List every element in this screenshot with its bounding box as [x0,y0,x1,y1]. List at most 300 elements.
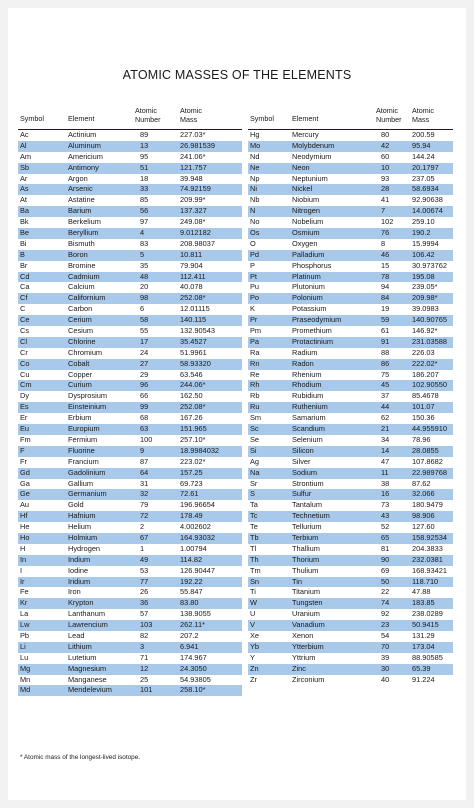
cell-atomic-mass: 239.05* [412,282,438,292]
cell-element: Beryllium [68,228,99,238]
cell-symbol: Ru [250,402,260,412]
cell-atomic-number: 78 [381,271,390,281]
cell-atomic-number: 17 [140,336,149,346]
cell-atomic-number: 27 [140,358,149,368]
cell-element: Polonium [292,293,323,303]
cell-symbol: Ar [20,173,28,183]
cell-symbol: Cs [20,326,30,336]
cell-symbol: Ca [20,282,30,292]
table-row [18,315,242,326]
table-row [248,479,453,490]
cell-atomic-number: 32 [140,489,149,499]
cell-atomic-mass: 207.2 [180,630,199,640]
table-row [248,664,453,675]
cell-element: Arsenic [68,184,93,194]
cell-symbol: Si [250,445,257,455]
cell-element: Terbium [292,532,319,542]
table-row [248,500,453,511]
cell-atomic-number: 9 [140,445,145,455]
cell-element: Mendelevium [68,685,112,695]
table-row [248,511,453,522]
table-row [248,631,453,642]
cell-atomic-mass: 102.90550 [412,380,447,390]
cell-atomic-number: 46 [381,249,390,259]
cell-atomic-number: 91 [381,336,390,346]
cell-atomic-number: 69 [381,565,390,575]
table-row [248,391,453,402]
cell-atomic-number: 33 [140,184,149,194]
cell-symbol: Dy [20,391,30,401]
cell-atomic-mass: 106.42 [412,249,435,259]
cell-symbol: Sm [250,413,262,423]
cell-atomic-number: 63 [140,424,149,434]
cell-atomic-number: 52 [381,522,390,532]
cell-element: Zirconium [292,674,325,684]
cell-atomic-mass: 58.93320 [180,358,211,368]
cell-atomic-mass: 157.25 [180,467,203,477]
cell-symbol: Tl [250,543,257,553]
cell-atomic-number: 59 [381,315,390,325]
cell-symbol: Bk [20,217,29,227]
cell-symbol: Es [20,402,29,412]
table-row [248,228,453,239]
table-row [18,272,242,283]
table-row [248,206,453,217]
cell-symbol: Rh [250,380,260,390]
cell-element: Zinc [292,663,306,673]
table-row [248,457,453,468]
cell-element: Helium [68,522,91,532]
cell-atomic-number: 48 [140,271,149,281]
cell-atomic-mass: 12.01115 [180,304,210,314]
cell-atomic-number: 86 [381,358,390,368]
cell-atomic-mass: 232.0381 [412,554,443,564]
cell-symbol: Kr [20,598,28,608]
cell-element: Scandium [292,424,325,434]
cell-atomic-number: 100 [140,434,153,444]
cell-symbol: Sc [250,424,259,434]
cell-atomic-number: 35 [140,260,149,270]
cell-element: Argon [68,173,88,183]
table-row [18,500,242,511]
cell-atomic-mass: 195.08 [412,271,435,281]
cell-atomic-number: 102 [381,217,394,227]
table-row [18,468,242,479]
cell-atomic-mass: 168.93421 [412,565,447,575]
cell-symbol: O [250,238,256,248]
cell-element: Berkelium [68,217,101,227]
cell-symbol: Bi [20,238,27,248]
table-row [248,337,453,348]
cell-element: Aluminum [68,140,101,150]
cell-symbol: Ti [250,587,256,597]
table-row [18,326,242,337]
table-row [18,184,242,195]
cell-atomic-number: 24 [140,347,149,357]
cell-atomic-mass: 158.92534 [412,532,447,542]
cell-symbol: Pd [250,249,260,259]
cell-atomic-number: 81 [381,543,390,553]
table-row [248,370,453,381]
table-row [18,228,242,239]
cell-symbol: Lu [20,652,29,662]
cell-symbol: Mo [250,140,261,150]
cell-element: Lawrencium [68,620,108,630]
cell-element: Actinium [68,130,97,139]
cell-atomic-mass: 241.06* [180,151,206,161]
cell-atomic-number: 49 [140,554,149,564]
cell-atomic-number: 45 [381,380,390,390]
cell-element: Erbium [68,413,92,423]
table-row [248,250,453,261]
cell-atomic-mass: 259.10 [412,217,435,227]
cell-atomic-number: 68 [140,413,149,423]
cell-symbol: Tm [250,565,261,575]
cell-atomic-number: 101 [140,685,153,695]
cell-symbol: Hf [20,511,28,521]
cell-element: Praseodymium [292,315,342,325]
cell-symbol: Au [20,500,30,510]
cell-symbol: Mg [20,663,31,673]
cell-atomic-number: 15 [381,260,390,270]
cell-atomic-mass: 92.90638 [412,195,443,205]
table-row [248,293,453,304]
cell-atomic-mass: 9.012182 [180,228,211,238]
header-mass-line2: Mass [412,115,430,124]
cell-atomic-mass: 79.904 [180,260,203,270]
cell-atomic-number: 93 [381,173,390,183]
cell-element: Oxygen [292,238,318,248]
cell-element: Europium [68,424,100,434]
cell-atomic-mass: 192.22 [180,576,203,586]
cell-element: Americium [68,151,103,161]
cell-symbol: Eu [20,424,30,434]
cell-element: Dysprosium [68,391,108,401]
cell-symbol: U [250,609,256,619]
table-row [248,348,453,359]
cell-symbol: Y [250,652,255,662]
cell-atomic-number: 74 [381,598,390,608]
cell-symbol: N [250,206,256,216]
cell-element: Californium [68,293,106,303]
cell-atomic-number: 40 [381,674,390,684]
cell-atomic-mass: 15.9994 [412,238,439,248]
cell-element: Ruthenium [292,402,328,412]
cell-element: Radium [292,347,318,357]
cell-atomic-mass: 22.989768 [412,467,447,477]
table-row [248,555,453,566]
cell-atomic-mass: 32.066 [412,489,435,499]
cell-element: Molybdenum [292,140,335,150]
cell-atomic-number: 20 [140,282,149,292]
table-row [18,642,242,653]
cell-symbol: Fr [20,456,27,466]
cell-element: Holmium [68,532,98,542]
cell-atomic-number: 54 [381,630,390,640]
cell-atomic-mass: 95.94 [412,140,431,150]
cell-atomic-number: 10 [381,162,390,172]
table-row [248,468,453,479]
cell-symbol: V [250,620,255,630]
cell-atomic-mass: 190.2 [412,228,431,238]
cell-symbol: Ac [20,130,29,139]
cell-atomic-number: 76 [381,228,390,238]
table-row [248,326,453,337]
cell-symbol: Zr [250,674,257,684]
cell-element: Nobelium [292,217,324,227]
table-row [248,380,453,391]
cell-symbol: Cl [20,336,27,346]
table-row [248,533,453,544]
cell-atomic-number: 7 [381,206,386,216]
cell-atomic-number: 31 [140,478,149,488]
table-row [248,522,453,533]
table-row [18,402,242,413]
table-row [18,489,242,500]
cell-element: Cadmium [68,271,100,281]
table-row [18,195,242,206]
cell-symbol: Ni [250,184,257,194]
cell-symbol: In [20,554,27,564]
cell-element: Hydrogen [68,543,101,553]
cell-atomic-mass: 258.10* [180,685,206,695]
cell-atomic-number: 34 [381,434,390,444]
table-row [248,566,453,577]
cell-atomic-number: 72 [140,511,149,521]
cell-atomic-number: 60 [381,151,390,161]
cell-atomic-number: 5 [140,249,145,259]
cell-atomic-number: 13 [140,140,149,150]
table-row [248,152,453,163]
cell-element: Thorium [292,554,320,564]
cell-atomic-mass: 24.3050 [180,663,207,673]
cell-element: Yttrium [292,652,316,662]
table-row [18,380,242,391]
cell-element: Cesium [68,326,94,336]
header-number-line2: Number [135,115,161,124]
cell-symbol: He [20,522,30,532]
cell-atomic-mass: 252.08* [180,293,206,303]
cell-element: Fermium [68,434,98,444]
cell-symbol: B [20,249,25,259]
cell-atomic-number: 70 [381,641,390,651]
cell-atomic-mass: 146.92* [412,326,438,336]
table-row [18,239,242,250]
cell-element: Boron [68,249,88,259]
cell-atomic-number: 23 [381,620,390,630]
cell-atomic-mass: 4.002602 [180,522,211,532]
cell-atomic-mass: 85.4678 [412,391,439,401]
cell-element: Samarium [292,413,326,423]
cell-element: Lanthanum [68,609,105,619]
cell-atomic-mass: 54.93805 [180,674,211,684]
cell-symbol: As [20,184,29,194]
table-row [18,282,242,293]
cell-atomic-mass: 72.61 [180,489,199,499]
cell-atomic-mass: 14.00674 [412,206,443,216]
cell-atomic-mass: 164.93032 [180,532,215,542]
cell-element: Francium [68,456,99,466]
header-element: Element [68,114,95,123]
cell-symbol: Rb [250,391,260,401]
cell-element: Nitrogen [292,206,320,216]
cell-symbol: Cd [20,271,30,281]
cell-atomic-number: 67 [140,532,149,542]
cell-element: Thulium [292,565,319,575]
cell-atomic-number: 64 [140,467,149,477]
cell-atomic-number: 51 [140,162,149,172]
cell-element: Sodium [292,467,318,477]
table-row [18,609,242,620]
cell-element: Iron [68,587,81,597]
cell-atomic-mass: 63.546 [180,369,203,379]
cell-atomic-number: 89 [140,130,149,139]
table-row [248,261,453,272]
cell-symbol: W [250,598,257,608]
cell-symbol: Pr [250,315,258,325]
cell-atomic-number: 99 [140,402,149,412]
table-row [248,282,453,293]
cell-symbol: Os [250,228,260,238]
cell-atomic-number: 21 [381,424,390,434]
cell-atomic-number: 85 [140,195,149,205]
cell-atomic-number: 92 [381,609,390,619]
table-body-left [18,130,242,696]
cell-symbol: Mn [20,674,31,684]
cell-element: Bromine [68,260,96,270]
cell-atomic-number: 57 [140,609,149,619]
cell-symbol: Md [20,685,31,695]
cell-atomic-number: 8 [381,238,386,248]
cell-element: Calcium [68,282,95,292]
cell-symbol: Xe [250,630,260,640]
cell-atomic-mass: 50.9415 [412,620,439,630]
cell-symbol: Pu [250,282,260,292]
cell-atomic-mass: 162.50 [180,391,203,401]
header-number-line1: Atomic [376,106,398,115]
cell-atomic-number: 62 [381,413,390,423]
table-row [18,206,242,217]
cell-element: Bismuth [68,238,95,248]
cell-atomic-number: 29 [140,369,149,379]
cell-element: Vanadium [292,620,325,630]
cell-element: Technetium [292,511,330,521]
table-row [248,609,453,620]
table-row [248,544,453,555]
cell-symbol: Yb [250,641,260,651]
cell-element: Astatine [68,195,95,205]
cell-atomic-number: 3 [140,641,145,651]
cell-atomic-mass: 231.03588 [412,336,447,346]
cell-atomic-mass: 174.967 [180,652,207,662]
cell-atomic-mass: 83.80 [180,598,199,608]
cell-atomic-mass: 150.36 [412,413,435,423]
cell-atomic-number: 36 [140,598,149,608]
cell-element: Indium [68,554,91,564]
cell-element: Antimony [68,162,99,172]
cell-atomic-number: 103 [140,620,153,630]
cell-atomic-number: 12 [140,663,149,673]
cell-atomic-number: 61 [381,326,390,336]
cell-atomic-number: 1 [140,543,145,553]
cell-atomic-number: 19 [381,304,390,314]
header-mass-line1: Atomic [412,106,434,115]
cell-atomic-mass: 39.0983 [412,304,439,314]
cell-atomic-number: 65 [381,532,390,542]
cell-atomic-mass: 227.03* [180,130,206,139]
cell-element: Gallium [68,478,94,488]
cell-symbol: H [20,543,26,553]
cell-element: Tellurium [292,522,322,532]
cell-atomic-mass: 127.60 [412,522,435,532]
cell-element: Silicon [292,445,314,455]
cell-element: Rhodium [292,380,322,390]
table-row [248,304,453,315]
elements-table-right [248,105,453,685]
cell-element: Thallium [292,543,320,553]
cell-atomic-number: 50 [381,576,390,586]
cell-atomic-mass: 173.04 [412,641,435,651]
header-mass-line1: Atomic [180,106,202,115]
cell-symbol: La [20,609,29,619]
table-row [248,217,453,228]
table-row [18,348,242,359]
cell-atomic-number: 97 [140,217,149,227]
cell-symbol: Pb [20,630,30,640]
table-row [18,304,242,315]
cell-atomic-number: 94 [381,282,390,292]
cell-atomic-number: 77 [140,576,149,586]
table-row [18,653,242,664]
cell-element: Silver [292,456,311,466]
table-row [248,141,453,152]
cell-symbol: Br [20,260,28,270]
table-row [18,685,242,696]
cell-atomic-mass: 244.06* [180,380,206,390]
cell-atomic-mass: 112.411 [180,271,206,281]
table-row [248,130,453,141]
cell-atomic-mass: 51.9961 [180,347,207,357]
cell-element: Sulfur [292,489,312,499]
table-row [248,435,453,446]
cell-symbol: S [250,489,255,499]
cell-symbol: No [250,217,260,227]
cell-atomic-number: 75 [381,369,390,379]
table-row [18,217,242,228]
table-row [18,566,242,577]
cell-atomic-mass: 47.88 [412,587,431,597]
table-row [248,402,453,413]
cell-symbol: Ag [250,456,260,466]
cell-atomic-mass: 144.24 [412,151,435,161]
table-row [248,315,453,326]
cell-atomic-mass: 209.98* [412,293,438,303]
table-row [18,631,242,642]
cell-symbol: Na [250,467,260,477]
cell-symbol: Co [20,358,30,368]
table-row [18,544,242,555]
cell-element: Radon [292,358,314,368]
cell-symbol: Te [250,522,258,532]
cell-symbol: Ho [20,532,30,542]
table-row [18,598,242,609]
cell-atomic-number: 41 [381,195,390,205]
cell-element: Tin [292,576,302,586]
cell-symbol: Pm [250,326,262,336]
cell-atomic-number: 80 [381,130,390,139]
cell-atomic-number: 39 [381,652,390,662]
header-number-line1: Atomic [135,106,157,115]
